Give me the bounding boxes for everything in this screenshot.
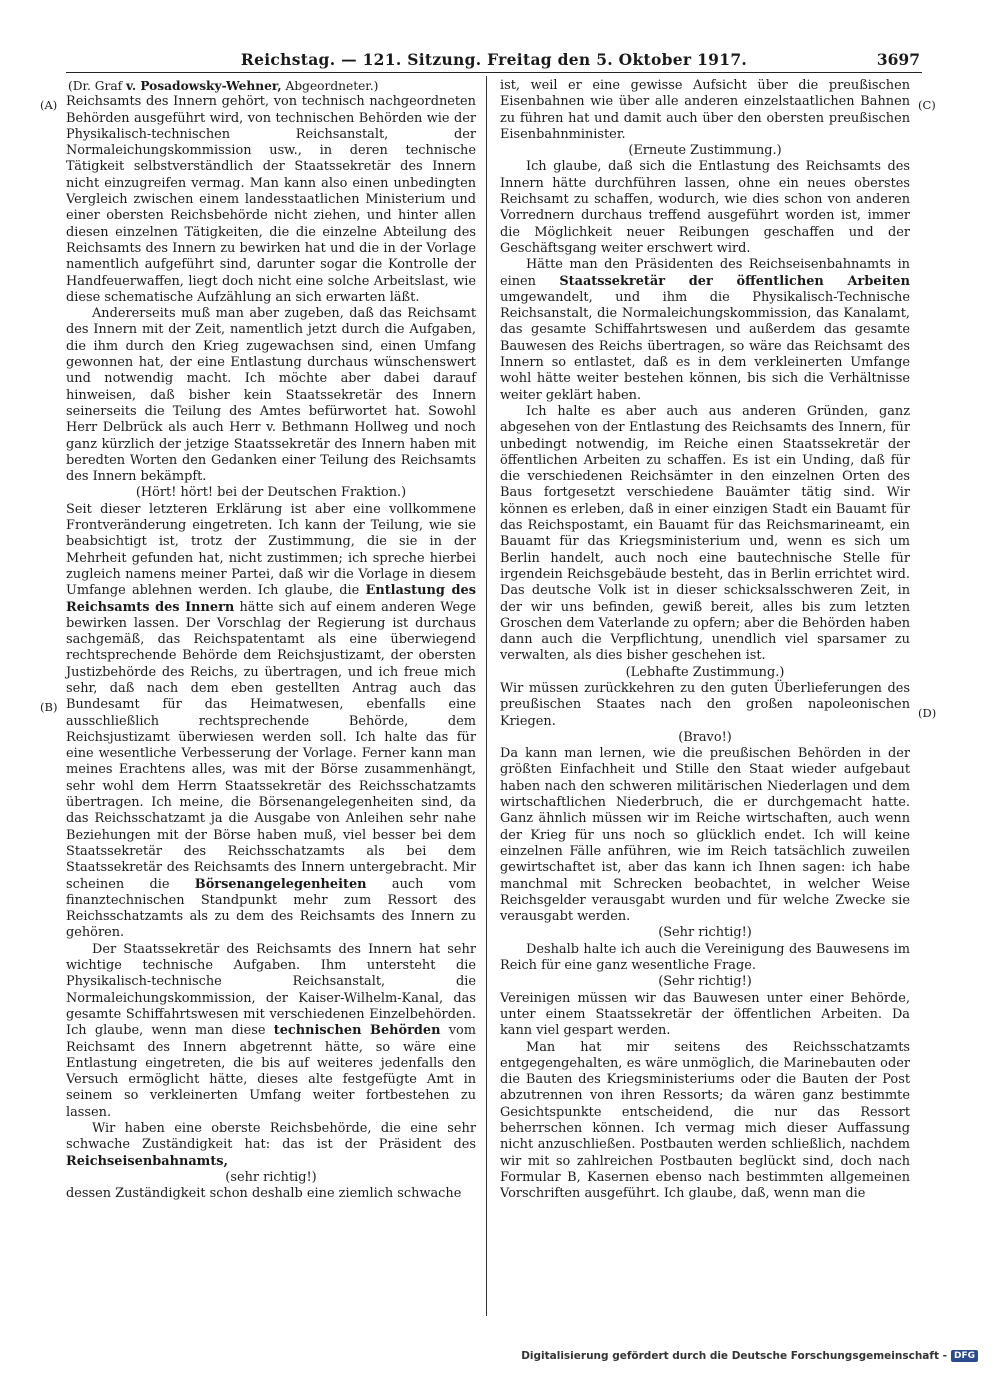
page-number: 3697 — [876, 50, 920, 69]
interjection: (Bravo!) — [678, 729, 732, 745]
left-column — [66, 78, 476, 1202]
margin-marker-d: (D) — [918, 706, 937, 720]
speaker-name: v. Posadowsky-Wehner, — [125, 79, 282, 93]
paragraph: Hätte man den Präsidenten des Reichseisenbahnamts in einen Staatssekretär der öffentlichen Arbeiten umgewandelt, und ihm die Physikalisch-Technische Reichsanstalt, die Normaleichungskommission, das Kanalamt, das gesamte Schiffahrtswesen und außerdem das gesamte Bauwesen des Reichs übertragen, so wäre das Reichsamt des Innern so entlastet, daß es in dem verkleinerten Umfange wohl hätte weiter bestehen können, bis sich die Verhältnisse weiter geklärt haben. — [500, 257, 910, 403]
paragraph: Man hat mir seitens des Reichsschatzamts entgegengehalten, es wäre unmöglich, die Marinebauten oder die Bauten des Kriegsministeriums oder die Bauten der Post abzutrennen von ihren Ressorts; da wären ganz bestimmte Gesichtspunkte entscheidend, die nur das Ressort beherrschen können. Ich vermag mich dieser Auffassung nicht anzuschließen. Postbauten werden schließlich, nachdem wir mit so zahlreichen Postbauten beglückt sind, doch nach Formular B, Kasernen ebenso nach bestimmten allgemeinen Vorschriften ausgeführt. Ich glaube, daß, wenn man die — [500, 1039, 910, 1202]
emphasis: Reichseisenbahnamts, — [66, 1153, 229, 1169]
interjection: (Lebhafte Zustimmung.) — [625, 664, 785, 680]
margin-marker-c: (C) — [918, 98, 936, 112]
running-title: Reichstag. — 121. Sitzung. Freitag den 5. Oktober 1917. — [240, 50, 748, 69]
speaker-line: (Dr. Graf v. Posadowsky-Wehner, Abgeordneter.) — [68, 79, 379, 93]
margin-marker-b: (B) — [40, 700, 58, 714]
interjection: (Sehr richtig!) — [658, 925, 752, 941]
credit-text: Digitalisierung gefördert durch die Deutsche Forschungsgemeinschaft - — [521, 1350, 947, 1362]
interjection: (Sehr richtig!) — [658, 974, 752, 990]
paragraph: Wir müssen zurückkehren zu den guten Überlieferungen des preußischen Staates nach den großen napoleonischen Kriegen. — [500, 680, 910, 729]
page-header — [66, 50, 922, 73]
emphasis: Börsenangelegenheiten — [194, 876, 367, 892]
paragraph: Vereinigen müssen wir das Bauwesen unter einer Behörde, unter einem Staatssekretär der öffentlichen Arbeiten. Da kann viel gespart werden. — [500, 990, 910, 1039]
dfg-logo-icon: DFG — [951, 1350, 978, 1362]
interjection: (Erneute Zustimmung.) — [628, 143, 782, 159]
interjection: (Hört! hört! bei der Deutschen Fraktion.) — [135, 485, 407, 501]
margin-marker-a: (A) — [40, 98, 58, 112]
paragraph: Ich glaube, daß sich die Entlastung des Reichsamts des Innern hätte durchführen lassen, ohne ein neues oberstes Reichsamt zu schaffen, wodurch, wie dies schon von anderen Vorrednern durchaus treffend ausgeführt worden ist, immer die Möglichkeit neuer Reibungen geschaffen und der Geschäftsgang weiter erschwert wird. — [500, 159, 910, 256]
paragraph: Ich halte es aber auch aus anderen Gründen, ganz abgesehen von der Entlastung des Reichsamts des Innern, für unbedingt notwendig, im Reiche einen Staatssekretär der öffentlichen Arbeiten zu schaffen. Es ist ein Unding, daß für die verschiedenen Reichsämter in den einzelnen Orten des Baus fortgesetzt verschiedene Bauämter tätig sind. Wir können es erleben, daß in einer einzigen Stadt ein Bauamt für das Reichspostamt, ein Bauamt für das Reichsmarineamt, ein Bauamt für das Kriegsministerium und, wenn es sich um Berlin handelt, auch noch eine bautechnische Stelle für irgendein Reichsgebäude besteht, das in Berlin errichtet wird. Das deutsche Volk ist in dieser schicksalsschweren Zeit, in der wir uns befinden, gewiß bereit, alles bis zum letzten Groschen dem Vaterlande zu opfern; aber die Behörden haben dann auch die Verpflichtung, unendlich viel sparsamer zu verwalten, als dies bisher geschehen ist. — [500, 403, 910, 664]
paragraph: Andererseits muß man aber zugeben, daß das Reichsamt des Innern mit der Zeit, namentlich jetzt durch die Aufgaben, die ihm durch den Krieg zugewachsen sind, einen Umfang gewonnen hat, der eine Entlastung durchaus wünschenswert und notwendig macht. Ich möchte aber dabei darauf hinweisen, daß bisher kein Staatssekretär des Innern seinerseits die Teilung des Amtes befürwortet hat. Sowohl Herr Delbrück als auch Herr v. Bethmann Hollweg und noch ganz kürzlich der jetzige Staatssekretär des Innern haben mit beredten Worten den Gedanken einer Teilung des Reichsamts des Innern bekämpft. — [66, 306, 476, 485]
interjection: (sehr richtig!) — [225, 1169, 317, 1185]
paragraph: Wir haben eine oberste Reichsbehörde, die eine sehr schwache Zuständigkeit hat: das ist der Präsident des Reichseisenbahnamts, — [66, 1121, 476, 1169]
emphasis: Entlastung des Reichsamts des Innern — [66, 583, 476, 615]
paragraph: Deshalb halte ich auch die Vereinigung des Bauwesens im Reich für eine ganz wesentliche Frage. — [500, 941, 910, 974]
paragraph: Der Staatssekretär des Reichsamts des Innern hat sehr wichtige technische Aufgaben. Ihm untersteht die Physikalisch-technische Reichsanstalt, die Normaleichungskommission, der Kaiser-Wilhelm-Kanal, das gesamte Schiffahrtswesen mit verschiedenen Einzelbehörden. Ich glaube, wenn man diese technischen Behörden vom Reichsamt des Innern abgetrennt hätte, so wäre eine Entlastung eingetreten, die bis auf weiteres jedenfalls den Versuch ermöglicht hätte, dieses alte festgefügte Amt in seinem so verkleinerten Umfang weiter fortbestehen zu lassen. — [66, 941, 476, 1120]
digitization-credit — [521, 1350, 978, 1362]
column-divider — [486, 76, 487, 1316]
paragraph: dessen Zuständigkeit schon deshalb eine ziemlich schwache — [66, 1186, 462, 1202]
right-column — [500, 78, 910, 1202]
emphasis: Staatssekretär der öffentlichen Arbeiten — [559, 273, 910, 289]
paragraph: Reichsamts des Innern gehört, von technisch nachgeordneten Behörden ausgeführt wird, von technischen Behörden wie der Physikalisch-technischen Reichsanstalt, der Normaleichungskommission usw., in deren technische Tätigkeit selbstverständlich der Staatssekretär des Innern nicht einzugreifen vermag. Man kann also einen unbedingten Vergleich zwischen einem landesstaatlichen Ministerium und einer obersten Reichsbehörde nicht ziehen, und hinter allen diesen einzelnen Tätigkeiten, die die einzelne Abteilung des Reichsamts des Innern zu bewirken hat und die in der Vorlage namentlich aufgeführt sind, darunter sogar die Kontrolle der Handfeuerwaffen, liegt doch nicht eine solche Arbeitslast, wie diese schematische Aufzählung an sich erwarten läßt. — [66, 94, 476, 305]
paragraph: Seit dieser letzteren Erklärung ist aber eine vollkommene Frontveränderung eingetreten. Ich kann der Teilung, wie sie beabsichtigt ist, trotz der Zustimmung, die sie in der Mehrheit gefunden hat, nicht zustimmen; ich spreche hierbei zugleich namens meiner Partei, daß wir die Vorlage in diesem Umfange ablehnen werden. Ich glaube, die Entlastung des Reichsamts des Innern hätte sich auf einem anderen Wege bewirken lassen. Der Vorschlag der Regierung ist durchaus sachgemäß, das Reichspatentamt als eine überwiegend rechtsprechende Behörde dem Reichsjustizamt, der obersten Justizbehörde des Reichs, zu übertragen, und ich freue mich sehr, daß nach dem eben gestellten Antrag auch das Bundesamt für das Heimatwesen, ebenfalls eine ausschließlich rechtsprechende Behörde, dem Reichsjustizamt überwiesen werden soll. Ich halte das für eine wesentliche Verbesserung der Vorlage. Ferner kann man meines Erachtens alles, was mit der Börse zusammenhängt, sehr wohl dem Herrn Staatssekretär des Reichsschatzamts übertragen. Ich meine, die Börsenangelegenheiten sind, da das Reichsschatzamt ja die Ausgabe von Anleihen sehr nahe Beziehungen mit der Börse haben muß, viel besser bei dem Staatssekretär des Reichsschatzamts als bei dem Staatssekretär des Reichsamts des Innern untergebracht. Mir scheinen die Börsenangelegenheiten auch vom finanztechnischen Standpunkt mehr zum Ressort des Reichsschatzamts als zu dem des Reichsamts des Innern zu gehören. — [66, 501, 476, 941]
paragraph: ist, weil er eine gewisse Aufsicht über die preußischen Eisenbahnen wie über alle anderen einzelstaatlichen Bahnen zu führen hat und damit auch über den obersten preußischen Eisenbahnminister. — [500, 78, 910, 142]
emphasis: technischen Behörden — [273, 1023, 441, 1039]
paragraph: Da kann man lernen, wie die preußischen Behörden in der größten Einfachheit und Stille den Staat wieder aufgebaut haben nach den schweren militärischen Niederlagen und dem wirtschaftlichen Niederbruch, die er durchgemacht hatte. Ganz ähnlich müssen wir im Reiche wirtschaften, auch wenn der Krieg für uns noch so glücklich endet. Ich will keine einzelnen Fälle anführen, wie im Reich tatsächlich zuweilen gewirtschaftet ist, aber das kann ich Ihnen sagen: ich habe manchmal mit Schrecken beobachtet, in welcher Weise Reichsgelder verausgabt wurden und für welche Zwecke sie verausgabt werden. — [500, 746, 910, 925]
